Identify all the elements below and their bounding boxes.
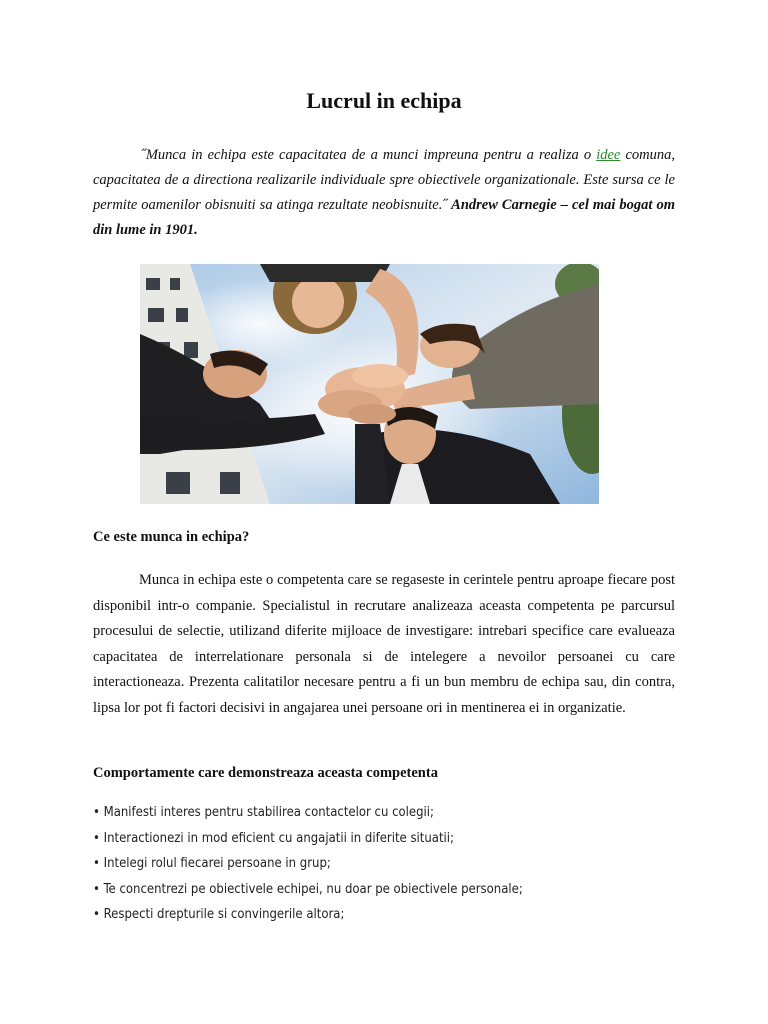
quote-author: Andrew Carnegie – cel mai bogat om din lume in 1901. <box>93 197 675 238</box>
section-heading-behaviors: Comportamente care demonstreaza aceasta competenta <box>93 765 438 781</box>
list-item: • Manifesti interes pentru stabilirea contactelor cu colegii; <box>93 800 675 826</box>
section-paragraph <box>93 568 675 721</box>
idee-link[interactable]: idee <box>596 147 621 163</box>
list-item: • Respecti drepturile si convingerile altora; <box>93 902 675 928</box>
carnegie-quote <box>93 143 675 243</box>
section-heading-what-is: Ce este munca in echipa? <box>93 529 250 545</box>
list-item: • Interactionezi in mod eficient cu angajatii in diferite situatii; <box>93 826 675 852</box>
list-item: • Te concentrezi pe obiectivele echipei, nu doar pe obiectivele personale; <box>93 877 675 903</box>
team-hands-photo <box>140 264 599 504</box>
quote-text-start: ˝Munca in echipa este capacitatea de a munci impreuna pentru a realiza o <box>141 147 597 163</box>
quote-text-end: comuna, capacitatea de a directiona realizarile individuale spre obiectivele organizationale. Este sursa ce le permite oamenilor obisnuiti sa atinga rezultate neobisnuite.˝ <box>93 147 675 213</box>
list-item: • Intelegi rolul fiecarei persoane in grup; <box>93 851 675 877</box>
paragraph-text: Munca in echipa este o competenta care se regaseste in cerintele pentru aproape fiecare post disponibil intr-o companie. Specialistul in recrutare analizeaza aceasta competenta pe parcursul procesului de selectie, utilizand diferite mijloace de investigare: intrebari specifice care evalueaza capacitatea de interrelationare personala si de intelegere a nevoilor persoanei cu care interactioneaza. Prezenta calitatilor necesare pentru a fi un bun membru de echipa sau, din contra, lipsa lor pot fi factori decisivi in angajarea unei persoane ori in mentinerea ei in organizatie. <box>93 572 675 716</box>
behaviors-list <box>93 800 675 928</box>
page-title: Lucrul in echipa <box>306 88 462 113</box>
